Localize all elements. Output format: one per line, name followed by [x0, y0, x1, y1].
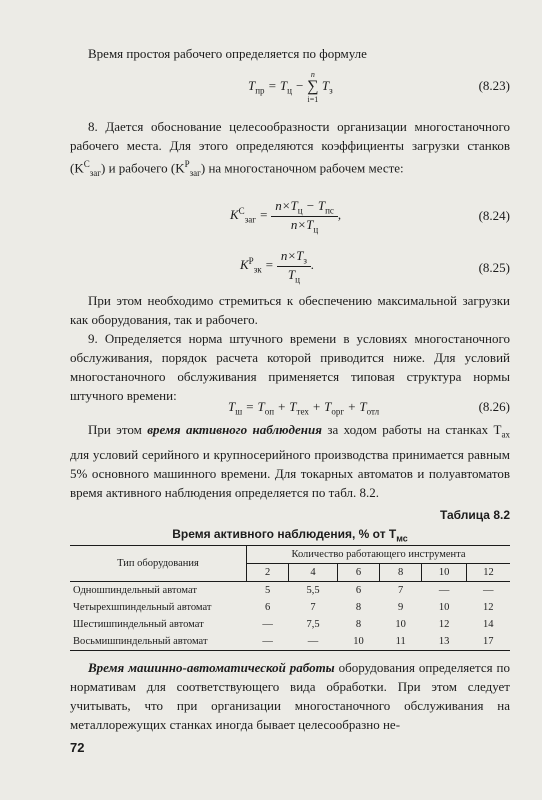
p8-sub: заг [89, 167, 101, 178]
formula-superscript: C [238, 205, 245, 216]
p8-sub: заг [189, 167, 201, 178]
formula-subscript: ц [313, 224, 319, 235]
formula-8-23-expression: $T_{пр} = T_ц$ − n ∑ i=1 $T_з$ [248, 70, 333, 104]
paragraph-text: за ходом работы на станках T [321, 422, 502, 437]
table-row [70, 599, 510, 616]
formula-subscript: орг [331, 406, 345, 417]
table-cell: 13 [422, 633, 467, 651]
formula-subscript: тех [296, 406, 309, 417]
tool-count-header: 8 [380, 564, 422, 582]
emphasized-term: Время машинно-автоматической работы [88, 660, 335, 675]
table-caption: Таблица 8.2 [439, 508, 510, 522]
paragraph-text: оборудования определяется по нормативам для соответствующего вида обработки. При этом следует учитывать, что при организации многостаночного обслуживания на металлорежущих станках иногда бывает целесообразно не- [70, 660, 511, 732]
table-row [70, 633, 510, 651]
formula-subscript: ц [297, 205, 303, 216]
formula-subscript: ц [287, 85, 292, 96]
sum-upper-limit: n [310, 70, 315, 79]
formula-subscript: ц [295, 274, 300, 285]
formula-8-24 [70, 196, 510, 236]
table-title [70, 527, 510, 543]
formula-8-24-expression: $K^C_{заг}$ = $\frac{n\times T_ц - T_{пс}}{n\times T_ц}$ , [230, 198, 342, 235]
fraction-numerator [277, 248, 311, 267]
fraction [271, 198, 338, 234]
table-cell: 9 [398, 602, 404, 613]
table-cell: 10 [395, 619, 406, 630]
formula-number: (8.24) [478, 208, 510, 223]
tool-count-header: 2 [247, 564, 289, 582]
formula-8-26 [70, 398, 510, 420]
equipment-name: Четырехшпиндельный автомат [73, 602, 212, 613]
paragraph-after-formulas: При этом необходимо стремиться к обеспечению максимальной загрузки как оборудования, так и рабочего. [70, 293, 510, 327]
paragraph-machine-work [70, 658, 510, 734]
table-cell: 14 [482, 619, 494, 630]
formula-subscript: зк [253, 264, 262, 275]
table-cell: 7,5 [306, 619, 320, 630]
formula-symbol: + T [308, 399, 332, 414]
sigma-glyph: ∑ [307, 78, 319, 95]
table-title-text: Время активного наблюдения, % от T [172, 527, 397, 541]
formula-symbol: K [240, 257, 249, 273]
table-row [70, 616, 510, 633]
formula-symbol: T [248, 77, 256, 93]
active-observation-table [70, 545, 510, 651]
formula-8-23 [70, 64, 510, 104]
formula-subscript: пр [255, 85, 265, 96]
column-header-tool-count: Количество работающего инструмента [247, 546, 511, 564]
formula-subscript: з [329, 85, 333, 96]
formula-symbol: T [279, 77, 288, 93]
tool-count-header: 12 [466, 564, 510, 582]
table-cell: 5 [264, 585, 271, 596]
formula-8-25 [70, 246, 510, 286]
p8-text: 8. Дается обоснование целесообразности организации многостаночного рабочего места. Для этого определяются коэффициенты загрузки станков (K [70, 119, 510, 176]
formula-subscript: оп [264, 406, 275, 417]
formula-subscript: з [303, 255, 307, 266]
table-cell: 8 [355, 619, 362, 630]
table-cell: 12 [438, 619, 450, 630]
formula-8-25-expression: $K^P_{зк}$ = $\frac{n\times T_з}{T_ц}$ . [240, 248, 315, 285]
table-cell: — [247, 633, 289, 651]
formula-number: (8.23) [478, 78, 510, 93]
formula-subscript: пс [325, 205, 334, 216]
paragraph-8 [70, 117, 510, 183]
formula-number: (8.25) [478, 260, 510, 275]
formula-8-26-expression [228, 399, 379, 417]
table-cell: 10 [337, 633, 379, 651]
formula-subscript: отл [366, 406, 380, 417]
table-cell: — [438, 585, 450, 596]
table-cell: 7 [398, 585, 404, 596]
fraction-denominator [277, 267, 311, 285]
emphasized-term: время активного наблюдения [147, 422, 322, 437]
table-cell: — [482, 585, 494, 596]
formula-symbol: T [287, 266, 296, 282]
table-row [70, 582, 510, 600]
formula-subscript: заг [244, 214, 256, 225]
formula-symbol: n×T [275, 198, 298, 213]
paragraph-text: При этом [88, 422, 148, 437]
formula-symbol: n×T [290, 216, 314, 232]
sum-operator [307, 70, 318, 104]
table-title-subscript: мс [396, 533, 408, 544]
table-header-row [70, 546, 510, 564]
table-cell: 5,5 [306, 585, 320, 596]
fraction-denominator [271, 217, 338, 235]
table-cell: 7 [310, 602, 316, 613]
equipment-name: Одношпиндельный автомат [73, 585, 197, 596]
formula-symbol: − T [302, 198, 326, 213]
formula-number: (8.26) [478, 399, 510, 414]
formula-symbol: n×T [280, 248, 304, 263]
formula-superscript: P [248, 255, 254, 266]
formula-symbol: K [230, 207, 239, 223]
table-cell: 11 [380, 633, 422, 651]
sum-lower-limit: i=1 [307, 95, 319, 104]
table-cell: 12 [482, 602, 494, 613]
formula-symbol: + T [344, 399, 367, 414]
p8-text-mid: ) и рабочего (K [100, 160, 185, 176]
paragraph-9: 9. Определяется норма штучного времени в условиях многостаночного обслуживания, порядок расчета которой приводится ниже. Для условий многостаночного обслуживания применяется типовая структура нормы штучного времени: [70, 331, 510, 403]
fraction-numerator [271, 198, 338, 217]
column-header-equipment-type: Тип оборудования [70, 546, 247, 582]
intro-paragraph: Время простоя рабочего определяется по формуле [88, 46, 367, 61]
fraction [277, 248, 311, 284]
paragraph-text: для условий серийного и крупносерийного производства принимается равным 5% основного машинного времени. Для токарных автоматов и полуавтоматов время активного наблюдения определяется по табл. 8.2. [70, 446, 510, 500]
equipment-name: Шестишпиндельный автомат [73, 619, 204, 630]
paragraph-active-observation [70, 420, 510, 502]
table-cell: 8 [355, 602, 362, 613]
p8-sup: P [184, 159, 190, 169]
tool-count-header: 10 [422, 564, 467, 582]
tool-count-header: 4 [289, 564, 338, 582]
table-cell: 6 [264, 602, 271, 613]
equipment-name: Восьмишпиндельный автомат [70, 633, 247, 651]
formula-symbol: = T [242, 399, 265, 414]
formula-subscript: ш [235, 406, 243, 417]
table-cell: 10 [438, 602, 450, 613]
tool-count-header: 6 [337, 564, 379, 582]
table-cell: — [289, 633, 338, 651]
p8-text-end: ) на многостаночном рабочем месте: [200, 160, 404, 176]
table-cell: — [262, 619, 273, 630]
formula-symbol: T [321, 77, 330, 93]
page-number: 72 [70, 740, 85, 755]
p8-sup: C [83, 159, 90, 169]
formula-symbol: T [228, 399, 236, 414]
formula-symbol: + T [274, 399, 297, 414]
table-cell: 6 [355, 585, 362, 596]
table-cell: 17 [466, 633, 510, 651]
paragraph-subscript: ах [501, 429, 510, 440]
